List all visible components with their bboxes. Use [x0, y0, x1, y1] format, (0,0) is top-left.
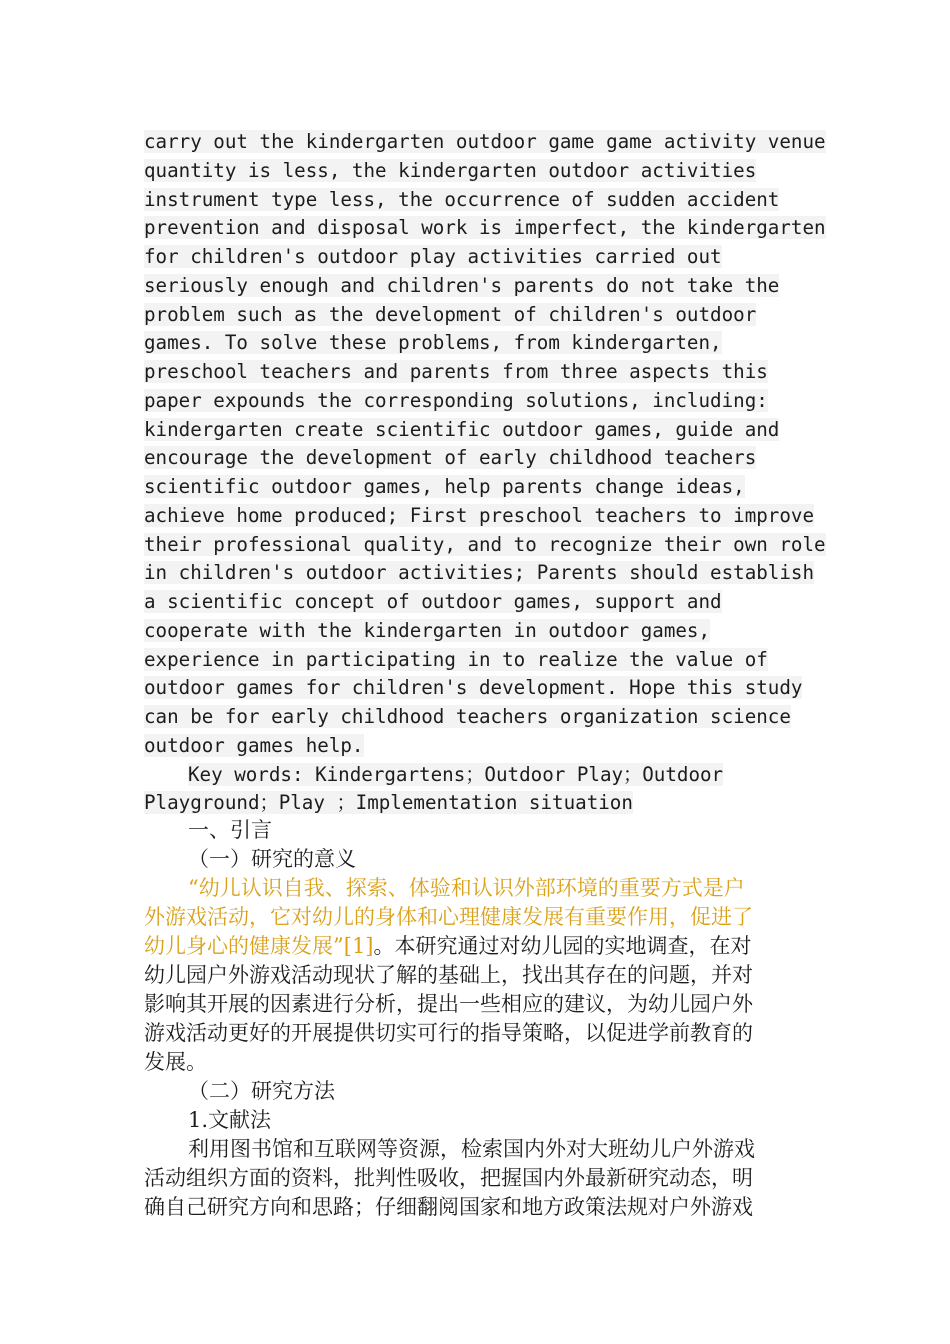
abstract-line: prevention and disposal work is imperfect, the kindergarten — [144, 216, 826, 240]
abstract-line: carry out the kindergarten outdoor game game activity venue — [144, 130, 826, 153]
abstract-line: outdoor games help. — [144, 733, 364, 757]
keywords-line: Key words: Kindergartens；Outdoor Play；Outdoor — [188, 762, 724, 786]
abstract-line: instrument type less, the occurrence of sudden accident — [144, 187, 780, 211]
abstract-line: preschool teachers and parents from three aspects this — [144, 360, 768, 383]
body-line: 幼儿园户外游戏活动现状了解的基础上，找出其存在的问题，并对 — [144, 963, 753, 987]
body-line: 影响其开展的因素进行分析，提出一些相应的建议，为幼儿园户外 — [144, 992, 753, 1016]
abstract-line: seriously enough and children's parents do not take the — [144, 273, 780, 297]
abstract-line: games. To solve these problems, from kindergarten, — [144, 331, 722, 355]
chinese-body — [144, 816, 814, 1222]
abstract-line: scientific outdoor games, help parents change ideas, — [144, 475, 745, 498]
abstract-line: in children's outdoor activities; Parents should establish — [144, 561, 815, 585]
abstract-line: achieve home produced; First preschool teachers to improve — [144, 503, 815, 527]
quote-line: “幼儿认识自我、探索、体验和认识外部环境的重要方式是户 — [188, 876, 745, 900]
body-line: 游戏活动更好的开展提供切实可行的指导策略，以促进学前教育的 — [144, 1021, 753, 1045]
abstract-line: kindergarten create scientific outdoor games, guide and — [144, 417, 780, 441]
abstract-line: experience in participating in to realize the value of — [144, 647, 768, 671]
citation-ref: [1] — [343, 934, 374, 958]
method-heading: 1.文献法 — [188, 1108, 272, 1132]
abstract-line: a scientific concept of outdoor games, support and — [144, 590, 722, 613]
abstract-line: can be for early childhood teachers organization science — [144, 705, 791, 728]
body-line: 发展。 — [144, 1050, 207, 1074]
body-line: 活动组织方面的资料，批判性吸收，把握国内外最新研究动态，明 — [144, 1166, 753, 1190]
abstract-line: their professional quality, and to recognize their own role — [144, 532, 826, 556]
abstract-line: paper expounds the corresponding solutions, including: — [144, 388, 768, 412]
body-line: 利用图书馆和互联网等资源，检索国内外对大班幼儿户外游戏 — [188, 1137, 755, 1161]
abstract-line: problem such as the development of children's outdoor — [144, 302, 757, 326]
quote-line: 外游戏活动，它对幼儿的身体和心理健康发展有重要作用，促进了 — [144, 905, 753, 929]
english-abstract — [144, 128, 826, 818]
abstract-line: cooperate with the kindergarten in outdoor games, — [144, 618, 711, 642]
section-heading: 一、引言 — [188, 818, 272, 842]
quote-end-line: 幼儿身心的健康发展”[1]。本研究通过对幼儿园的实地调查，在对 — [144, 934, 752, 958]
keywords-line: Playground；Play ；Implementation situation — [144, 791, 633, 815]
abstract-line: outdoor games for children's development. Hope this study — [144, 676, 803, 700]
subsection-heading: （一）研究的意义 — [188, 847, 356, 871]
abstract-line: for children's outdoor play activities carried out — [144, 245, 722, 268]
body-line: 确自己研究方向和思路；仔细翻阅国家和地方政策法规对户外游戏 — [144, 1195, 753, 1219]
subsection-heading: （二）研究方法 — [188, 1079, 335, 1103]
abstract-line: quantity is less, the kindergarten outdoor activities — [144, 158, 757, 182]
abstract-line: encourage the development of early childhood teachers — [144, 446, 757, 470]
